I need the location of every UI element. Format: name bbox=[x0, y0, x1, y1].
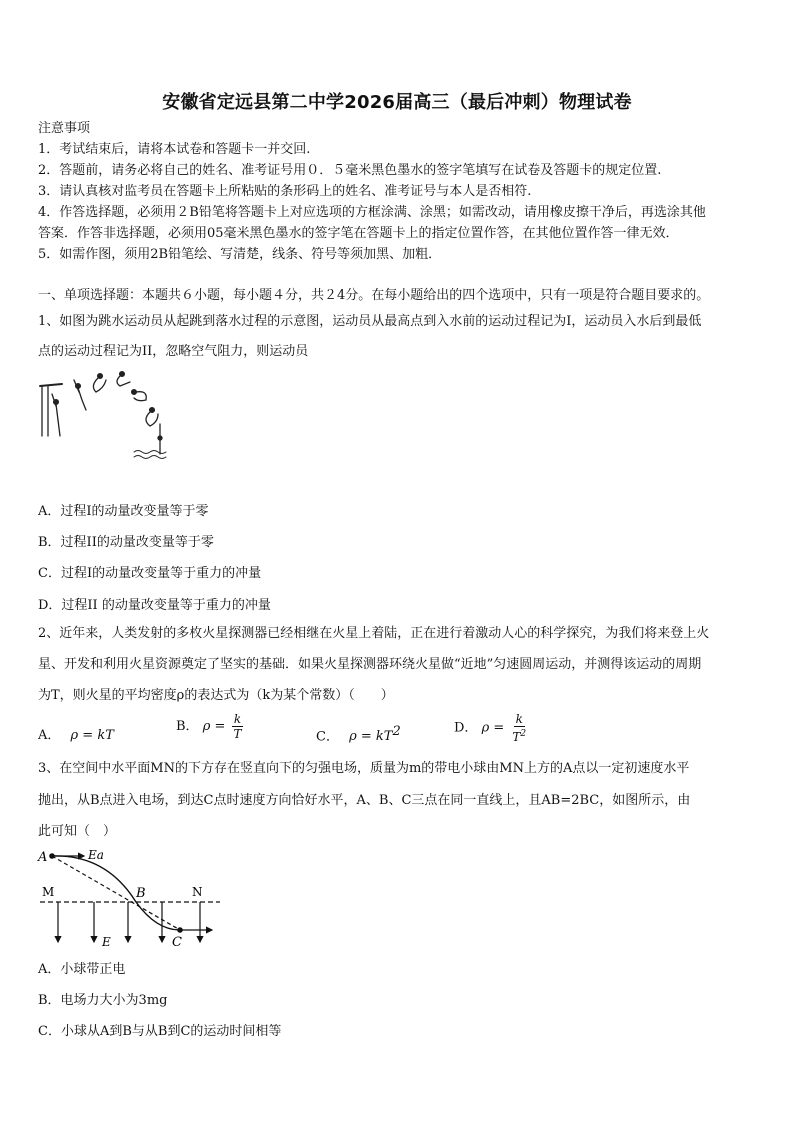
numerator: k bbox=[233, 712, 242, 726]
denominator: T bbox=[233, 727, 242, 741]
note-item: 1．考试结束后，请将本试卷和答题卡一并交回. bbox=[38, 142, 311, 157]
q1-option-a: A．过程I的动量改变量等于零 bbox=[38, 504, 209, 519]
n-label: N bbox=[192, 885, 203, 899]
q1-option-d: D．过程II 的动量改变量等于重力的冲量 bbox=[38, 598, 271, 613]
q1-stem-line: 1、如图为跳水运动员从起跳到落水过程的示意图，运动员从最高点到入水前的运动过程记为I，运动员入水后到最低 bbox=[38, 314, 702, 329]
note-item: 4．作答选择题，必须用２B铅笔将答题卡上对应选项的方框涂满、涂黑；如需改动，请用橡皮擦干净后，再选涂其他 bbox=[38, 205, 706, 220]
q3-option-c: C．小球从A到B与从B到C的运动时间相等 bbox=[38, 1024, 282, 1039]
option-formula: ρ = bbox=[202, 719, 226, 734]
field-diagram bbox=[36, 844, 226, 950]
q1-stem-line: 点的运动过程记为II，忽略空气阻力，则运动员 bbox=[38, 344, 309, 359]
option-label: D． bbox=[454, 720, 478, 736]
q2-stem-line: 2、近年来，人类发射的多枚火星探测器已经相继在火星上着陆，正在进行着激动人心的科学探究，为我们将来登上火 bbox=[38, 626, 710, 641]
q2-option-b bbox=[176, 712, 244, 741]
m-label: M bbox=[42, 885, 55, 899]
page-title: 安徽省定远县第二中学2026届高三（最后冲刺）物理试卷 bbox=[162, 92, 632, 113]
numerator: k bbox=[515, 712, 523, 726]
note-item: 5．如需作图，须用2B铅笔绘、写清楚，线条、符号等须加黑、加粗． bbox=[38, 247, 442, 262]
diver-diagram bbox=[38, 366, 188, 462]
q2-stem-line: 星、开发和利用火星资源奠定了坚实的基础．如果火星探测器环绕火星做“近地”匀速圆周运动，并测得该运动的周期 bbox=[38, 657, 702, 672]
q2-stem-line: 为T，则火星的平均密度ρ的表达式为（k为某个常数）（ ） bbox=[38, 688, 394, 703]
option-formula: ρ = kT bbox=[349, 729, 393, 745]
option-formula: ρ = bbox=[481, 720, 505, 736]
point-c-label: C bbox=[172, 935, 182, 950]
option-label: B． bbox=[176, 719, 199, 734]
section-heading: 一、单项选择题：本题共６小题，每小题４分，共２4分。在每小题给出的四个选项中，只有一项是符合题目要求的。 bbox=[38, 288, 710, 303]
q3-option-b: B．电场力大小为3mg bbox=[38, 993, 168, 1008]
fraction bbox=[232, 712, 244, 741]
q2-option-c bbox=[316, 724, 401, 744]
option-label: A． bbox=[38, 728, 61, 743]
q2-option-d bbox=[454, 712, 528, 744]
point-b-label: B bbox=[136, 886, 146, 901]
note-item: 3．请认真核对监考员在答题卡上所粘贴的条形码上的姓名、准考证号与本人是否相符. bbox=[38, 184, 532, 199]
notes-heading: 注意事项 bbox=[38, 121, 91, 136]
option-formula: ρ = kT bbox=[70, 728, 114, 743]
q1-option-b: B．过程II的动量改变量等于零 bbox=[38, 535, 214, 550]
q2-option-a bbox=[38, 724, 114, 743]
q3-stem-line: 此可知（ ） bbox=[38, 824, 117, 839]
exponent: 2 bbox=[520, 729, 527, 739]
note-item: 2．答题前，请务必将自己的姓名、准考证号用０．５毫米黑色墨水的签字笔填写在试卷及答题卡的规定位置. bbox=[38, 163, 662, 178]
ea-label: Ea bbox=[88, 848, 104, 862]
q1-option-c: C．过程I的动量改变量等于重力的冲量 bbox=[38, 566, 262, 581]
q3-stem-line: 3、在空间中水平面MN的下方存在竖直向下的匀强电场，质量为m的带电小球由MN上方的A点以一定初速度水平 bbox=[38, 761, 690, 776]
denominator-base: T bbox=[512, 730, 521, 744]
exponent: 2 bbox=[392, 724, 401, 739]
q3-stem-line: 抛出，从B点进入电场，到达C点时速度方向恰好水平，A、B、C三点在同一直线上，且AB=2BC，如图所示，由 bbox=[38, 793, 691, 808]
e-label: E bbox=[102, 935, 111, 949]
option-label: C． bbox=[316, 729, 339, 745]
q3-option-a: A．小球带正电 bbox=[38, 962, 126, 977]
point-a-label: A bbox=[38, 850, 48, 865]
fraction bbox=[510, 712, 528, 744]
note-item: 答案．作答非选择题，必须用05毫米黑色墨水的签字笔在答题卡上的指定位置作答，在其他位置作答一律无效． bbox=[38, 226, 679, 241]
denominator bbox=[510, 727, 528, 744]
